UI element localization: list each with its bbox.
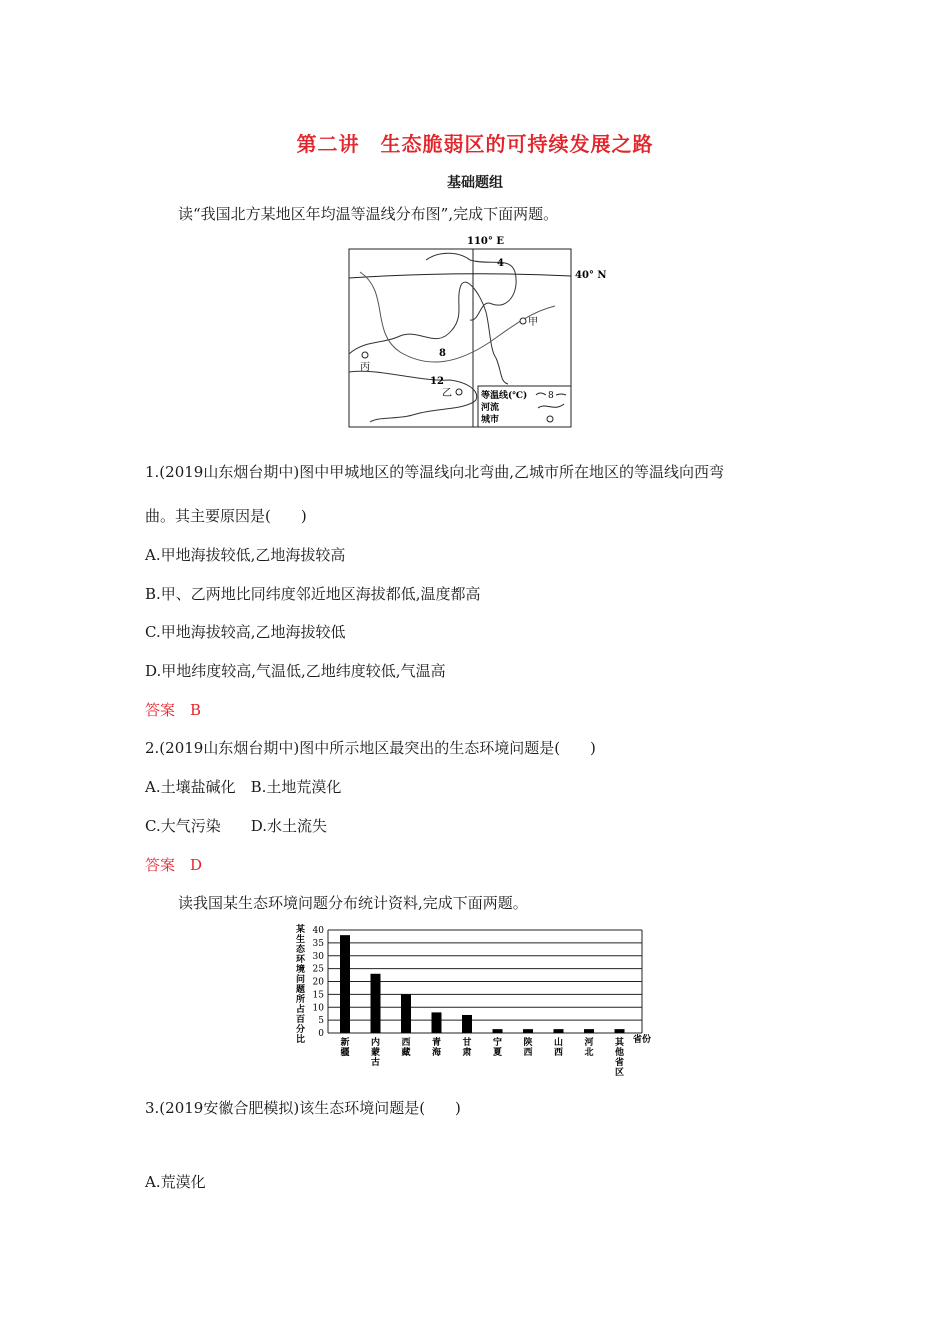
y-axis-label-char: 比 (296, 1035, 306, 1045)
chart-bars (340, 935, 625, 1033)
q1-option-c: C.甲地海拔较高,乙地海拔较低 (145, 623, 346, 641)
bar (554, 1029, 564, 1033)
q3-option-a: A.荒漠化 (145, 1173, 206, 1191)
y-axis-label-char: 环 (296, 955, 306, 965)
q3-stem: 3.(2019安徽合肥模拟)该生态环境问题是( ) (145, 1099, 461, 1117)
isotherm-12 (349, 371, 477, 422)
x-tick-label: 陕西 (523, 1038, 533, 1058)
x-axis-label: 省份 (633, 1035, 652, 1045)
y-tick-label: 0 (318, 1029, 324, 1039)
y-axis-label-char: 百 (296, 1015, 306, 1025)
bar (371, 974, 381, 1033)
legend-isotherm-label: 等温线(℃) (481, 391, 528, 401)
bar-chart (290, 920, 670, 1080)
y-axis-label-char: 占 (296, 1005, 306, 1015)
q1-stem-line1: 1.(2019山东烟台期中)图中甲城地区的等温线向北弯曲,乙城市所在地区的等温线向西弯 (145, 463, 724, 481)
y-tick-label: 5 (318, 1016, 324, 1027)
x-tick-labels (340, 1036, 625, 1078)
longitude-label: 110° E (467, 236, 504, 247)
y-axis-label-char: 境 (296, 965, 306, 975)
x-tick-label: 宁夏 (492, 1038, 503, 1058)
city-yi-label: 乙 (442, 388, 452, 399)
city-jia-marker (520, 318, 526, 324)
bar (493, 1029, 503, 1033)
y-axis-label-char: 生 (296, 935, 306, 945)
x-tick-label: 内蒙古 (370, 1038, 381, 1068)
city-jia-label: 甲 (528, 317, 538, 328)
city-yi-marker (456, 389, 462, 395)
q1-answer: 答案 B (145, 701, 202, 719)
intro-text-2: 读我国某生态环境问题分布统计资料,完成下面两题。 (178, 894, 528, 912)
bar (462, 1015, 472, 1033)
q1-option-d: D.甲地纬度较高,气温低,乙地纬度较低,气温高 (145, 662, 446, 680)
x-tick-label: 西藏 (401, 1038, 411, 1058)
y-axis-label-char: 题 (296, 985, 306, 995)
isotherm-8 (349, 282, 508, 384)
y-tick-label: 10 (312, 1003, 324, 1014)
city-bing-marker (362, 352, 368, 358)
y-axis-label (295, 923, 306, 1045)
chart-grid (313, 926, 642, 1039)
y-tick-label: 20 (312, 977, 324, 988)
q1-option-b: B.甲、乙两地比同纬度邻近地区海拔都低,温度都高 (145, 585, 481, 603)
bar (615, 1029, 625, 1033)
bar (432, 1012, 442, 1033)
y-tick-label: 35 (312, 938, 324, 949)
y-tick-label: 30 (312, 951, 324, 962)
x-tick-label: 其他省区 (614, 1038, 625, 1078)
y-tick-label: 25 (312, 964, 324, 975)
isotherm-12-label: 12 (430, 376, 444, 387)
q2-options-cd: C.大气污染 D.水土流失 (145, 817, 327, 835)
x-tick-label: 甘肃 (462, 1038, 472, 1058)
legend-isotherm-sample: 8 (548, 391, 554, 401)
section-heading: 基础题组 (447, 175, 503, 191)
q1-option-a: A.甲地海拔较低,乙地海拔较高 (145, 546, 346, 564)
bar (523, 1029, 533, 1033)
y-axis-label-char: 问 (296, 975, 306, 985)
latitude-label: 40° N (575, 270, 607, 281)
bar (401, 994, 411, 1033)
x-tick-label: 山西 (553, 1038, 564, 1058)
x-tick-label: 河北 (584, 1038, 594, 1058)
x-tick-label: 青海 (431, 1038, 442, 1058)
y-axis-label-char: 某 (296, 925, 306, 935)
city-bing-label: 丙 (360, 362, 370, 373)
isotherm-8-label: 8 (439, 348, 446, 359)
isotherm-map (340, 232, 607, 432)
y-tick-label: 40 (312, 926, 324, 936)
y-axis-label-char: 分 (296, 1025, 306, 1035)
x-tick-label: 新疆 (340, 1038, 350, 1058)
y-tick-label: 15 (312, 990, 324, 1001)
q1-stem-line2: 曲。其主要原因是( ) (145, 507, 307, 525)
isotherm-4-label: 4 (497, 258, 504, 269)
q2-options-ab: A.土壤盐碱化 B.土地荒漠化 (145, 778, 342, 796)
page-title: 第二讲 生态脆弱区的可持续发展之路 (296, 132, 654, 156)
y-axis-label-char: 所 (296, 995, 306, 1005)
bar (340, 935, 350, 1033)
legend-river-label: 河流 (481, 403, 500, 413)
legend-city-label: 城市 (481, 415, 500, 425)
legend-city-marker (547, 416, 553, 422)
intro-text-1: 读“我国北方某地区年均温等温线分布图”,完成下面两题。 (178, 205, 559, 223)
river (360, 272, 555, 362)
q2-answer: 答案 D (145, 856, 203, 874)
y-axis-label-char: 态 (296, 945, 306, 955)
bar (584, 1029, 594, 1033)
q2-stem: 2.(2019山东烟台期中)图中所示地区最突出的生态环境问题是( ) (145, 739, 596, 757)
